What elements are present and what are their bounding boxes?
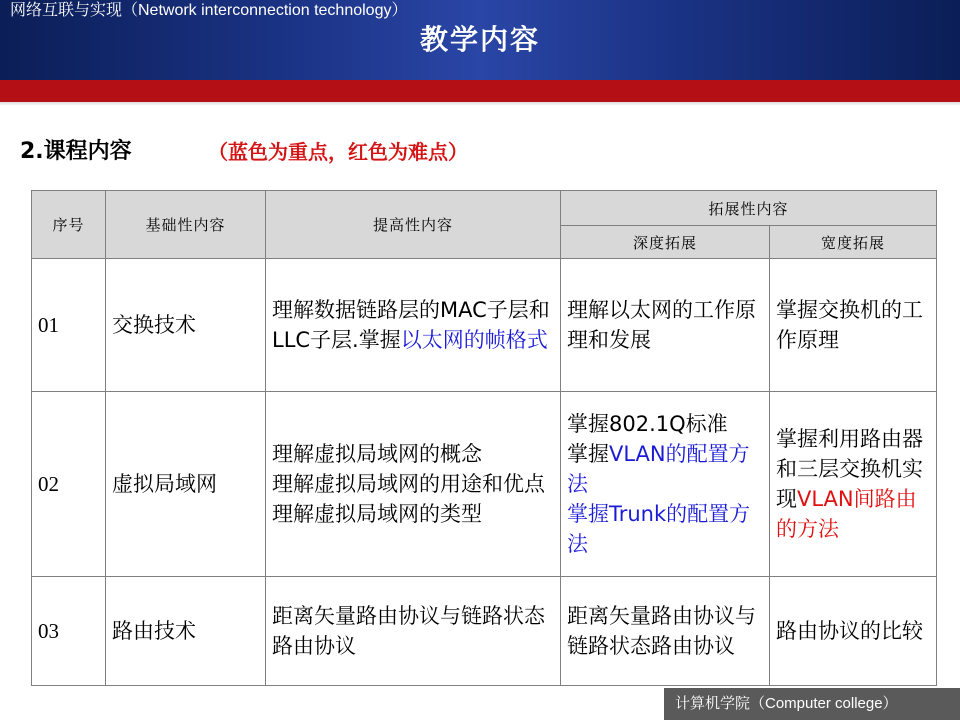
- slide-title: 教学内容: [419, 23, 540, 56]
- header-basic: 基础性内容: [106, 191, 266, 259]
- table-row: [32, 577, 937, 686]
- breadth-difficult-point: VLAN间路由的方法: [776, 487, 917, 541]
- course-bar-shadow: [0, 102, 960, 106]
- table-row: [32, 392, 937, 577]
- row-index: 01: [32, 259, 106, 392]
- advanced-key-point: 以太网的帧格式: [400, 328, 548, 352]
- depth-key-point: 掌握Trunk的配置方法: [567, 502, 751, 556]
- header-breadth: 宽度拓展: [770, 226, 937, 259]
- row-depth: 距离矢量路由协议与链路状态路由协议: [561, 577, 770, 686]
- row-depth: [561, 392, 770, 577]
- row-basic: 交换技术: [106, 259, 266, 392]
- advanced-line: 理解虚拟局域网的类型: [272, 502, 482, 526]
- row-advanced: 距离矢量路由协议与链路状态路由协议: [266, 577, 561, 686]
- row-breadth: 掌握交换机的工作原理: [770, 259, 937, 392]
- row-depth: 理解以太网的工作原理和发展: [561, 259, 770, 392]
- depth-line: 掌握802.1Q标准: [567, 412, 728, 436]
- header-extended: 拓展性内容: [561, 191, 937, 226]
- footer-text: 计算机学院（Computer college）: [675, 695, 898, 712]
- row-index: 02: [32, 392, 106, 577]
- advanced-line: 理解虚拟局域网的概念: [272, 442, 482, 466]
- breadth-text: 掌握利用路由器和三层交换机实现: [776, 427, 923, 511]
- row-advanced: [266, 259, 561, 392]
- section-heading: 2.课程内容: [20, 139, 132, 164]
- depth-key-point: VLAN的配置方法: [567, 442, 750, 496]
- table-header-row: [32, 191, 937, 226]
- table-row: [32, 259, 937, 392]
- header-depth: 深度拓展: [561, 226, 770, 259]
- course-content-table: [31, 190, 937, 686]
- row-breadth: 路由协议的比较: [770, 577, 937, 686]
- row-breadth: [770, 392, 937, 577]
- row-basic: 路由技术: [106, 577, 266, 686]
- course-bar-text: 网络互联与实现（Network interconnection technology）: [10, 2, 408, 19]
- depth-text: 掌握: [567, 442, 609, 466]
- header-index: 序号: [32, 191, 106, 259]
- row-advanced: [266, 392, 561, 577]
- color-legend-note: （蓝色为重点，红色为难点）: [208, 140, 468, 164]
- advanced-line: 理解虚拟局域网的用途和优点: [272, 472, 545, 496]
- advanced-text: 理解数据链路层的MAC子层和LLC子层.掌握: [272, 298, 550, 352]
- row-basic: 虚拟局域网: [106, 392, 266, 577]
- row-index: 03: [32, 577, 106, 686]
- header-advanced: 提高性内容: [266, 191, 561, 259]
- course-bar: [0, 80, 960, 102]
